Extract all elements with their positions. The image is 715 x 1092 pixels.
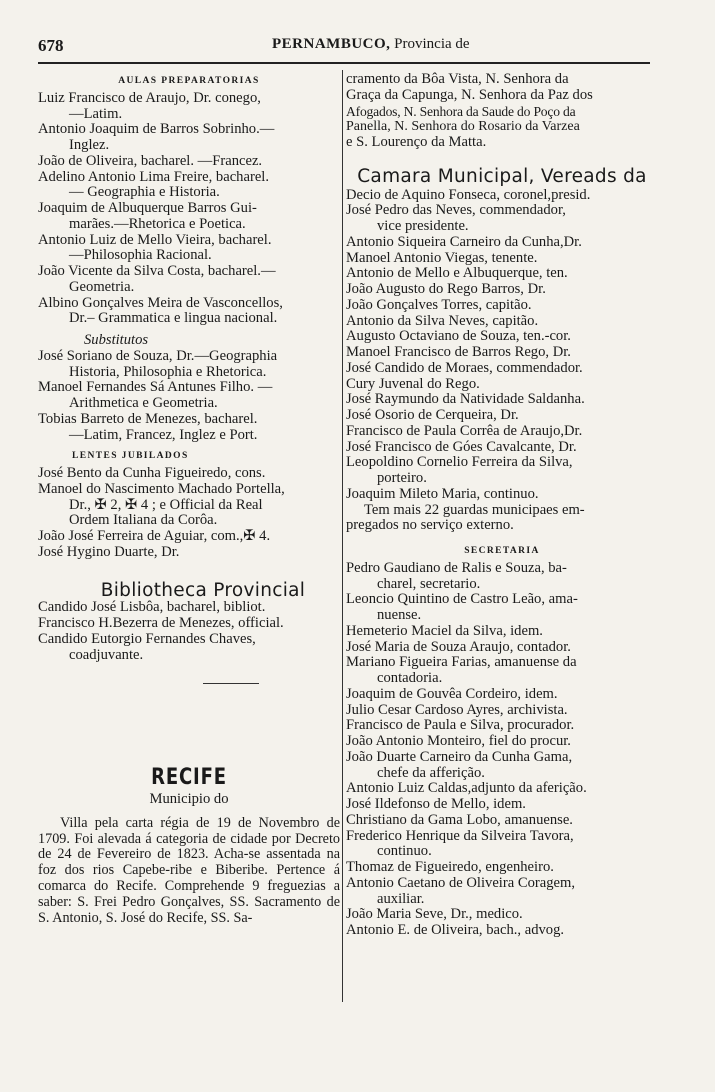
camara-title: Camara Municipal, Vereads da xyxy=(357,165,647,187)
entry-line: João Antonio Monteiro, fiel do procur. xyxy=(346,733,571,749)
page-number: 678 xyxy=(38,36,64,55)
substitutos-list xyxy=(38,349,340,444)
entry-continuation: contadoria. xyxy=(377,670,443,686)
guardas-note: Tem mais 22 guardas municipaes em- xyxy=(364,501,585,518)
entry-continuation: marães.—Rhetorica e Poetica. xyxy=(69,215,246,232)
entry-line: João Maria Seve, Dr., medico. xyxy=(346,906,523,923)
entry-line: João Vicente da Silva Costa, bacharel.— xyxy=(38,263,276,279)
running-header xyxy=(38,36,658,58)
recife-title: RECIFE xyxy=(151,765,227,791)
entry-line: José Ildefonso de Mello, idem. xyxy=(346,796,526,812)
bibliotheca-title: Bibliotheca Provincial xyxy=(100,579,306,601)
entry-line: Manoel Antonio Viegas, tenente. xyxy=(346,249,538,266)
entry-line: Manoel Francisco de Barros Rego, Dr. xyxy=(346,344,571,360)
entry-continuation: Arithmetica e Geometria. xyxy=(69,395,218,411)
entry-line: José Hygino Duarte, Dr. xyxy=(38,543,180,560)
entry-line: Antonio Caetano de Oliveira Coragem, xyxy=(346,874,575,891)
entry-continuation: auxiliar. xyxy=(377,890,425,907)
entry-line: Manoel do Nascimento Machado Portella, xyxy=(38,480,285,497)
entry-line: João Gonçalves Torres, capitão. xyxy=(346,296,532,313)
entry-line: José Maria de Souza Araujo, contador. xyxy=(346,638,571,655)
entry-line: Frederico Henrique da Silveira Tavora, xyxy=(346,827,574,844)
entry-line: Francisco de Paula Corrêa de Araujo,Dr. xyxy=(346,422,583,439)
secretaria-heading: SECRETARIA xyxy=(464,546,540,556)
entry-line: Thomaz de Figueiredo, engenheiro. xyxy=(346,859,554,875)
entry-continuation: vice presidente. xyxy=(377,218,469,234)
entry-continuation: — Geographia e Historia. xyxy=(69,184,220,201)
continuation-line: Panella, N. Senhora do Rosario da Varzea xyxy=(346,119,580,135)
entry-line: Augusto Octaviano de Souza, ten.-cor. xyxy=(346,328,571,345)
continuation-line: Afogados, N. Senhora da Saude do Poço da xyxy=(346,103,576,119)
entry-line: Luiz Francisco de Araujo, Dr. conego, xyxy=(38,89,261,106)
entry-line: Leopoldino Cornelio Ferreira da Silva, xyxy=(346,454,573,471)
camara-list xyxy=(346,188,658,503)
continuation-line: cramento da Bôa Vista, N. Senhora da xyxy=(346,71,569,87)
entry-line: Adelino Antonio Lima Freire, bacharel. xyxy=(38,168,269,185)
entry-line: Albino Gonçalves Meira de Vasconcellos, xyxy=(38,294,283,311)
entry-line: Antonio Joaquim de Barros Sobrinho.— xyxy=(38,121,275,138)
entry-line: Tobias Barreto de Menezes, bacharel. xyxy=(38,410,258,427)
continuation-text xyxy=(346,72,658,151)
entry-line: Antonio Luiz de Mello Vieira, bacharel. xyxy=(38,231,272,248)
header-rule xyxy=(38,62,650,64)
entry-continuation: —Philosophia Racional. xyxy=(69,247,212,264)
entry-line: Leoncio Quintino de Castro Leão, ama- xyxy=(346,591,578,608)
entry-line: João Augusto do Rego Barros, Dr. xyxy=(346,281,546,297)
entry-continuation: chefe da afferição. xyxy=(377,764,485,781)
entry-line: Joaquim Mileto Maria, continuo. xyxy=(346,485,539,502)
entry-line: José Raymundo da Natividade Saldanha. xyxy=(346,391,585,408)
entry-continuation: porteiro. xyxy=(377,470,427,486)
bibliotheca-list xyxy=(38,600,340,663)
entry-continuation: —Latim, Francez, Inglez e Port. xyxy=(69,426,258,443)
entry-line: José Bento da Cunha Figueiredo, cons. xyxy=(38,465,266,481)
entry-line: Francisco de Paula e Silva, procurador. xyxy=(346,717,575,734)
entry-line: Francisco H.Bezerra de Menezes, official. xyxy=(38,615,284,631)
aulas-heading: AULAS PREPARATORIAS xyxy=(118,76,260,86)
entry-continuation: —Latim. xyxy=(69,105,123,122)
running-title-bold: PERNAMBUCO, xyxy=(272,36,391,52)
jubilados-heading: LENTES JUBILADOS xyxy=(72,451,189,462)
entry-continuation: charel, secretario. xyxy=(377,575,481,592)
continuation-line: e S. Lourenço da Matta. xyxy=(346,134,487,150)
running-title xyxy=(272,36,470,53)
entry-line: Antonio Siqueira Carneiro da Cunha,Dr. xyxy=(346,233,582,250)
entry-continuation: continuo. xyxy=(377,843,432,860)
entry-continuation: nuense. xyxy=(377,607,422,623)
recife-subtitle: Municipio do xyxy=(149,791,229,807)
entry-line: José Soriano de Souza, Dr.—Geographia xyxy=(38,347,278,364)
section-separator xyxy=(203,683,259,684)
entry-continuation: Dr.– Grammatica e lingua nacional. xyxy=(69,310,278,327)
entry-line: José Francisco de Góes Cavalcante, Dr. xyxy=(346,438,577,455)
entry-line: José Pedro das Neves, commendador, xyxy=(346,202,566,219)
entry-continuation: Geometria. xyxy=(69,278,135,295)
entry-line: Decio de Aquino Fonseca, coronel,presid. xyxy=(346,186,591,203)
recife-paragraph-text: Villa pela carta régia de 19 de Novembro de 1709. Foi alevada á categoria de cidade por Decreto de 24 de Fevereiro de 1823. Acha-se assentada na foz dos rios Capebe-ribe e Biberibe. Pertence á comarca do Recife. Comprehende 9 freguezias a saber: S. Frei Pedro Gonçalves, SS. Sacramento de S. Antonio, S. José do Recife, SS. Sa- xyxy=(38,814,340,926)
secretaria-list xyxy=(346,561,658,939)
entry-continuation: Inglez. xyxy=(69,137,110,153)
entry-line: Christiano da Gama Lobo, amanuense. xyxy=(346,811,573,828)
entry-line: Antonio Luiz Caldas,adjunto da aferição. xyxy=(346,780,587,797)
entry-line: Antonio da Silva Neves, capitão. xyxy=(346,312,539,329)
entry-line: José Candido de Moraes, commendador. xyxy=(346,359,583,376)
entry-line: Hemeterio Maciel da Silva, idem. xyxy=(346,622,543,639)
entry-line: João José Ferreira de Aguiar, com.,✠ 4. xyxy=(38,528,271,544)
jubilados-list xyxy=(38,466,340,561)
entry-line: José Osorio de Cerqueira, Dr. xyxy=(346,407,519,423)
aulas-list xyxy=(38,91,340,327)
entry-continuation: Dr., ✠ 2, ✠ 4 ; e Official da Real xyxy=(69,496,263,513)
substitutos-heading: Substitutos xyxy=(84,332,149,348)
entry-line: Pedro Gaudiano de Ralis e Souza, ba- xyxy=(346,559,567,576)
entry-continuation: coadjuvante. xyxy=(69,646,144,663)
entry-line: Joaquim de Gouvêa Cordeiro, idem. xyxy=(346,685,558,702)
entry-line: João Duarte Carneiro da Cunha Gama, xyxy=(346,748,573,765)
running-title-rest: Provincia de xyxy=(390,36,470,52)
entry-line: Antonio E. de Oliveira, bach., advog. xyxy=(346,922,565,938)
entry-continuation: Ordem Italiana da Corôa. xyxy=(69,512,218,529)
entry-line: João de Oliveira, bacharel. —Francez. xyxy=(38,152,263,169)
entry-line: Cury Juvenal do Rego. xyxy=(346,375,480,392)
recife-paragraph xyxy=(38,816,340,927)
entry-continuation: Historia, Philosophia e Rhetorica. xyxy=(69,363,267,380)
entry-line: Julio Cesar Cardoso Ayres, archivista. xyxy=(346,701,568,718)
right-column xyxy=(346,72,658,939)
entry-line: Antonio de Mello e Albuquerque, ten. xyxy=(346,265,568,282)
entry-line: Candido Eutorgio Fernandes Chaves, xyxy=(38,630,256,647)
column-divider xyxy=(342,70,343,1002)
left-column xyxy=(38,72,340,926)
entry-line: Candido José Lisbôa, bacharel, bibliot. xyxy=(38,599,266,616)
continuation-line: Graça da Capunga, N. Senhora da Paz dos xyxy=(346,86,593,103)
guardas-note-cont: pregados no serviço externo. xyxy=(346,517,514,534)
entry-line: Mariano Figueira Farias, amanuense da xyxy=(346,654,577,671)
entry-line: Joaquim de Albuquerque Barros Gui- xyxy=(38,200,257,216)
entry-line: Manoel Fernandes Sá Antunes Filho. — xyxy=(38,379,273,396)
